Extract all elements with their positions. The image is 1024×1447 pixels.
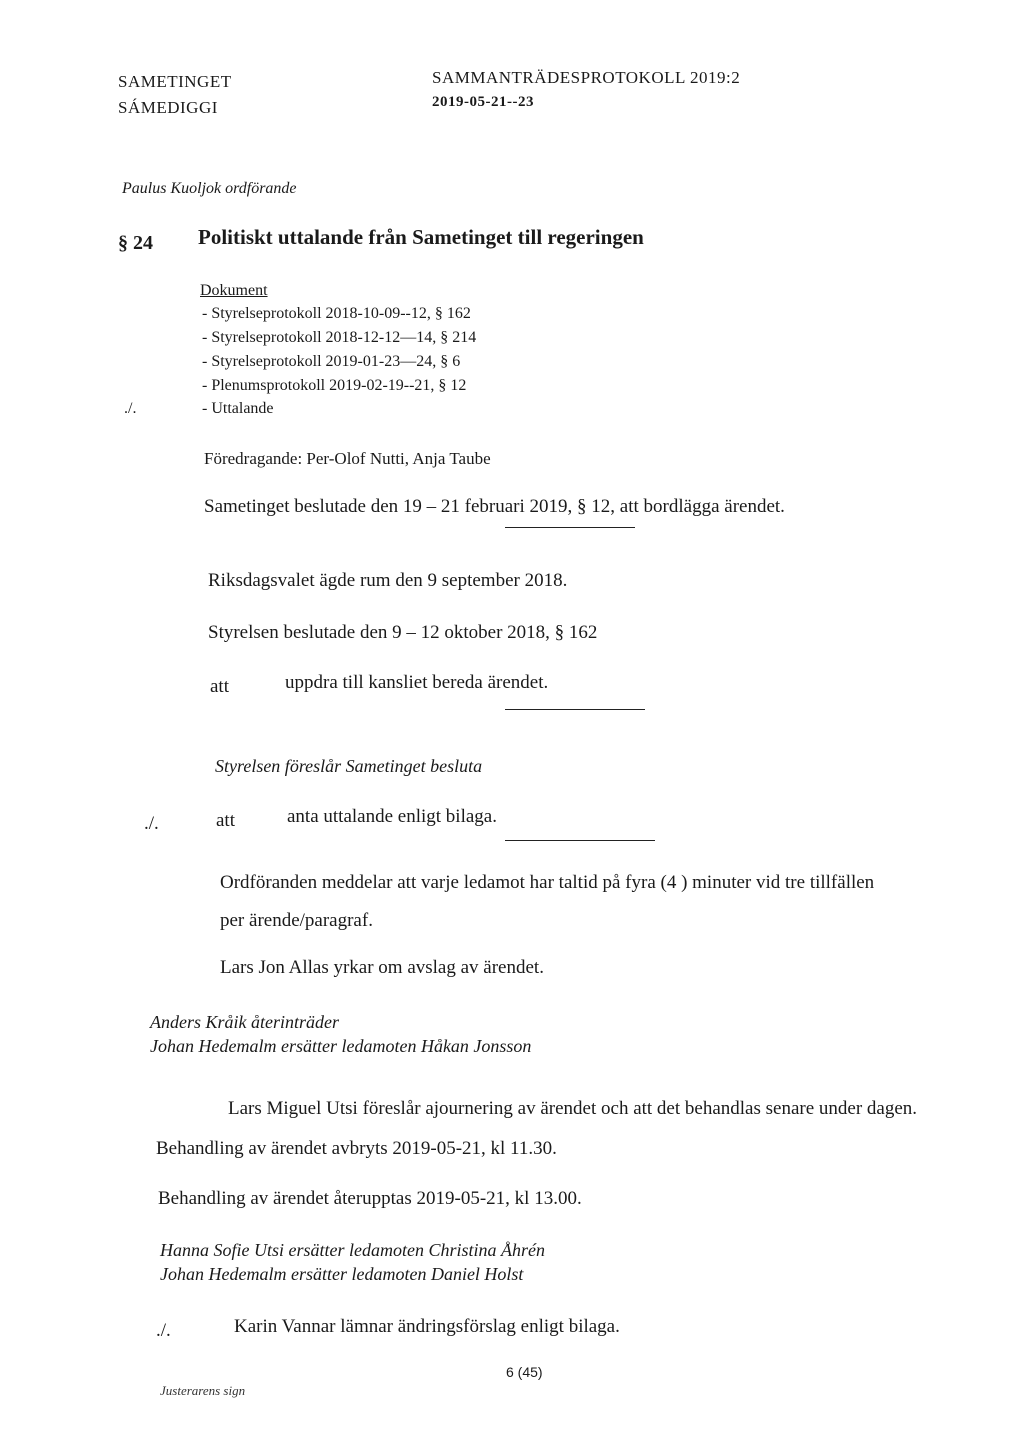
attachment-mark: ./. <box>156 1320 171 1341</box>
separator-line <box>505 840 655 841</box>
presenters: Föredragande: Per-Olof Nutti, Anja Taube <box>204 449 491 468</box>
att-label: att <box>210 676 229 697</box>
paragraph-postponed: Sametinget beslutade den 19 – 21 februari 2019, § 12, att bordlägga ärendet. <box>204 496 785 517</box>
motion-adjourn: Lars Miguel Utsi föreslår ajournering av ärendet och att det behandlas senare under dagen. <box>228 1098 918 1119</box>
session-paused: Behandling av ärendet avbryts 2019-05-21, kl 11.30. <box>156 1138 557 1159</box>
session-resumed: Behandling av ärendet återupptas 2019-05-21, kl 13.00. <box>158 1188 582 1209</box>
documents-heading: Dokument <box>200 282 268 299</box>
document-item: - Styrelseprotokoll 2018-10-09--12, § 162 <box>202 305 471 322</box>
paragraph-election: Riksdagsvalet ägde rum den 9 september 2018. <box>208 570 568 591</box>
protocol-title: SAMMANTRÄDESPROTOKOLL 2019:2 <box>432 68 741 87</box>
paragraph-board-decision: Styrelsen beslutade den 9 – 12 oktober 2018, § 162 <box>208 622 598 643</box>
document-item: - Plenumsprotokoll 2019-02-19--21, § 12 <box>202 377 467 394</box>
attendance-note: Johan Hedemalm ersätter ledamoten Håkan Jonsson <box>150 1036 532 1056</box>
motion-reject: Lars Jon Allas yrkar om avslag av ärendet. <box>220 957 544 978</box>
protocol-dates: 2019-05-21--23 <box>432 94 534 110</box>
page-number: 6 (45) <box>506 1364 543 1380</box>
section-number: § 24 <box>118 232 153 254</box>
chair-note: Paulus Kuoljok ordförande <box>122 180 297 197</box>
amendment-proposal: Karin Vannar lämnar ändringsförslag enligt bilaga. <box>234 1316 620 1337</box>
proposal-heading: Styrelsen föreslår Sametinget besluta <box>215 756 483 776</box>
speaking-time-rule: Ordföranden meddelar att varje ledamot har taltid på fyra (4 ) minuter vid tre tillfällen <box>220 872 875 893</box>
signature-label: Justerarens sign <box>160 1383 246 1398</box>
separator-line <box>505 709 645 710</box>
separator-line <box>505 527 635 528</box>
org-name-sami: SÁMEDIGGI <box>118 98 218 117</box>
speaking-time-rule-cont: per ärende/paragraf. <box>220 910 373 931</box>
document-item: - Styrelseprotokoll 2019-01-23—24, § 6 <box>202 353 461 370</box>
att-text: uppdra till kansliet bereda ärendet. <box>285 672 549 693</box>
att-label: att <box>216 810 235 831</box>
attendance-note: Anders Kråik återinträder <box>150 1012 339 1032</box>
att-text: anta uttalande enligt bilaga. <box>287 806 497 827</box>
attachment-mark: ./. <box>124 400 137 417</box>
attendance-note: Hanna Sofie Utsi ersätter ledamoten Christina Åhrén <box>160 1240 545 1260</box>
attachment-mark: ./. <box>144 813 159 834</box>
attendance-note: Johan Hedemalm ersätter ledamoten Daniel Holst <box>160 1264 524 1284</box>
document-item: - Styrelseprotokoll 2018-12-12—14, § 214 <box>202 329 477 346</box>
section-title: Politiskt uttalande från Sametinget till regeringen <box>198 225 644 249</box>
org-name-swedish: SAMETINGET <box>118 72 232 91</box>
document-item: - Uttalande <box>202 400 274 417</box>
